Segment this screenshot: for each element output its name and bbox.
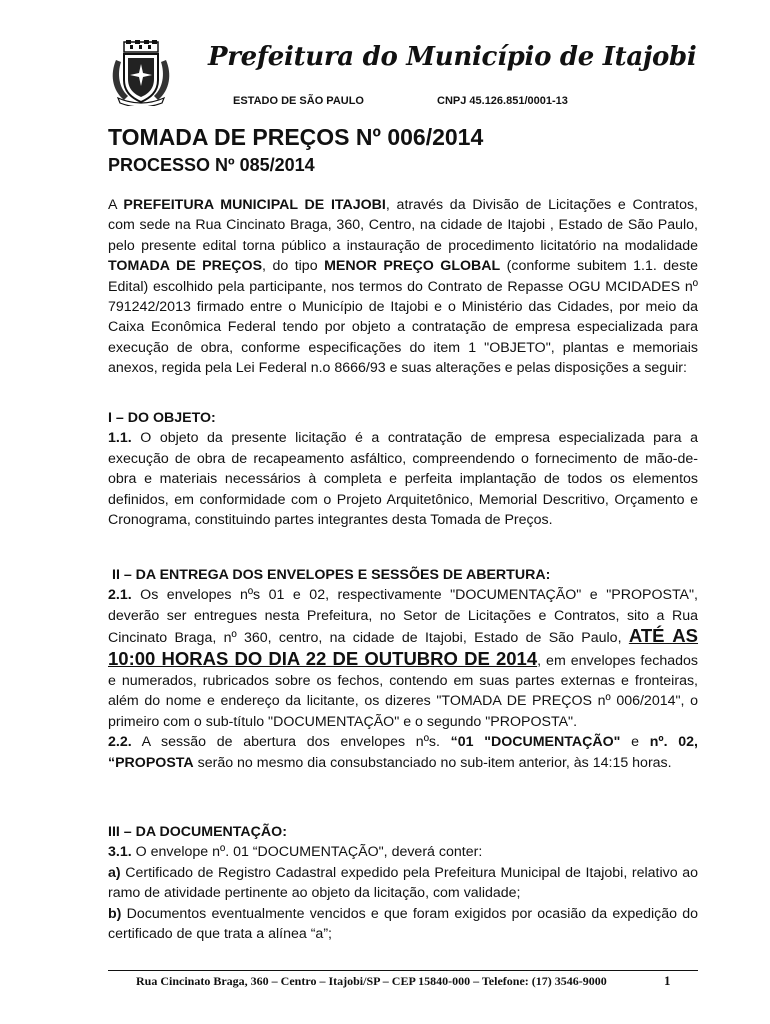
item-number: 1.1. — [108, 430, 132, 447]
intro-bold: PREFEITURA MUNICIPAL DE ITAJOBI — [123, 197, 386, 213]
section-object — [108, 408, 698, 530]
footer-address: Rua Cincinato Braga, 360 – Centro – Itajobi/SP – CEP 15840-000 – Telefone: (17) 3546-9000 — [136, 974, 607, 988]
item-label: a) — [108, 864, 121, 881]
item-number: 2.2. — [108, 734, 132, 751]
intro-text: (conforme subitem 1.1. deste Edital) escolhido pela participante, nos termos do Contrato de Repasse OGU MCIDADES nº 791242/2013 firmado entre o Município de Itajobi e o Ministério das Cidades, por meio da Caixa Econômica Federal tendo por objeto a contratação de empresa especializada para execução de obra, conforme especificações do item 1 "OBJETO", plantas e memoriais anexos, regida pela Lei Federal n.o 8666/93 e suas alterações e pelas disposições a seguir: — [108, 258, 698, 377]
municipal-crest-icon — [110, 40, 172, 106]
item-text: e — [620, 734, 650, 751]
intro-text: , através da Divisão de Licitações e Contratos, com sede na Rua Cincinato Braga, 360, Centro, na cidade de Itajobi , Estado de São Paulo, pelo presente edital torna público a instauração de procedimento licitatório na modalidade — [108, 197, 698, 254]
section-heading: I – DO OBJETO: — [108, 410, 216, 426]
state-label: ESTADO DE SÃO PAULO — [233, 95, 364, 107]
item-text: O objeto da presente licitação é a contratação de empresa especializada para a execução de obra de recapeamento asfáltico, compreendendo o fornecimento de mão-de-obra e materiais necessários à completa e perfeita implantação de todos os elementos definidos, em conformidade com o Projeto Arquitetônico, Memorial Descritivo, Orçamento e Cronograma, constituindo partes integrantes desta Tomada de Preços. — [108, 430, 698, 529]
intro-text: , do tipo — [262, 258, 325, 275]
item-text: Certificado de Registro Cadastral expedido pela Prefeitura Municipal de Itajobi, relativo ao ramo de atividade pertinente ao objeto da licitação, com validade; — [108, 864, 698, 902]
document-title: TOMADA DE PREÇOS Nº 006/2014 — [108, 124, 484, 150]
page-number: 1 — [664, 973, 671, 988]
item-text: Os envelopes nºs 01 e 02, respectivamente "DOCUMENTAÇÃO" e "PROPOSTA", deverão ser entregues nesta Prefeitura, no Setor de Licitações e Contratos, sito a Rua Cincinato Braga, nº 360, centro, na cidade de Itajobi, Estado de São Paulo, — [108, 587, 698, 647]
item-text: Documentos eventualmente vencidos e que foram exigidos por ocasião da expedição do certificado de que trata a alínea “a”; — [108, 905, 698, 943]
item-number: 3.1. — [108, 844, 132, 861]
intro-paragraph — [108, 195, 698, 379]
item-text: A sessão de abertura dos envelopes nºs. — [131, 734, 451, 751]
municipality-title: Prefeitura do Município de Itajobi — [208, 42, 697, 72]
item-text: serão no mesmo dia consubstanciado no sub-item anterior, às 14:15 horas. — [193, 754, 672, 771]
intro-bold: MENOR PREÇO GLOBAL — [324, 258, 501, 275]
cnpj-label: CNPJ 45.126.851/0001-13 — [437, 95, 568, 107]
intro-bold: TOMADA DE PREÇOS — [108, 258, 263, 275]
process-number: PROCESSO Nº 085/2014 — [108, 155, 315, 175]
item-text: O envelope nº. 01 “DOCUMENTAÇÃO", deverá conter: — [131, 844, 483, 861]
item-bold: “01 "DOCUMENTAÇÃO" — [450, 734, 621, 751]
intro-text: A — [108, 197, 124, 213]
section-envelopes — [108, 565, 698, 773]
item-label: b) — [108, 905, 122, 922]
section-heading: II – DA ENTREGA DOS ENVELOPES E SESSÕES DE ABERTURA: — [112, 567, 551, 583]
section-documentation — [108, 822, 698, 944]
item-bold: nº. 02, “PROPOSTA — [108, 734, 698, 771]
deadline-highlight: ATÉ AS 10:00 HORAS DO DIA 22 DE OUTUBRO DE 2014 — [108, 625, 699, 669]
item-text: , em envelopes fechados e numerados, rubricados sobre os fechos, contendo em suas partes externas e fronteiras, além do nome e endereço da licitante, os dizeres "TOMADA DE PREÇOS nº 006/2014", o primeiro com o sub-título "DOCUMENTAÇÃO" e o segundo "PROPOSTA". — [108, 652, 698, 730]
section-heading: III – DA DOCUMENTAÇÃO: — [108, 824, 287, 840]
footer-divider — [108, 970, 698, 971]
item-number: 2.1. — [108, 587, 132, 604]
